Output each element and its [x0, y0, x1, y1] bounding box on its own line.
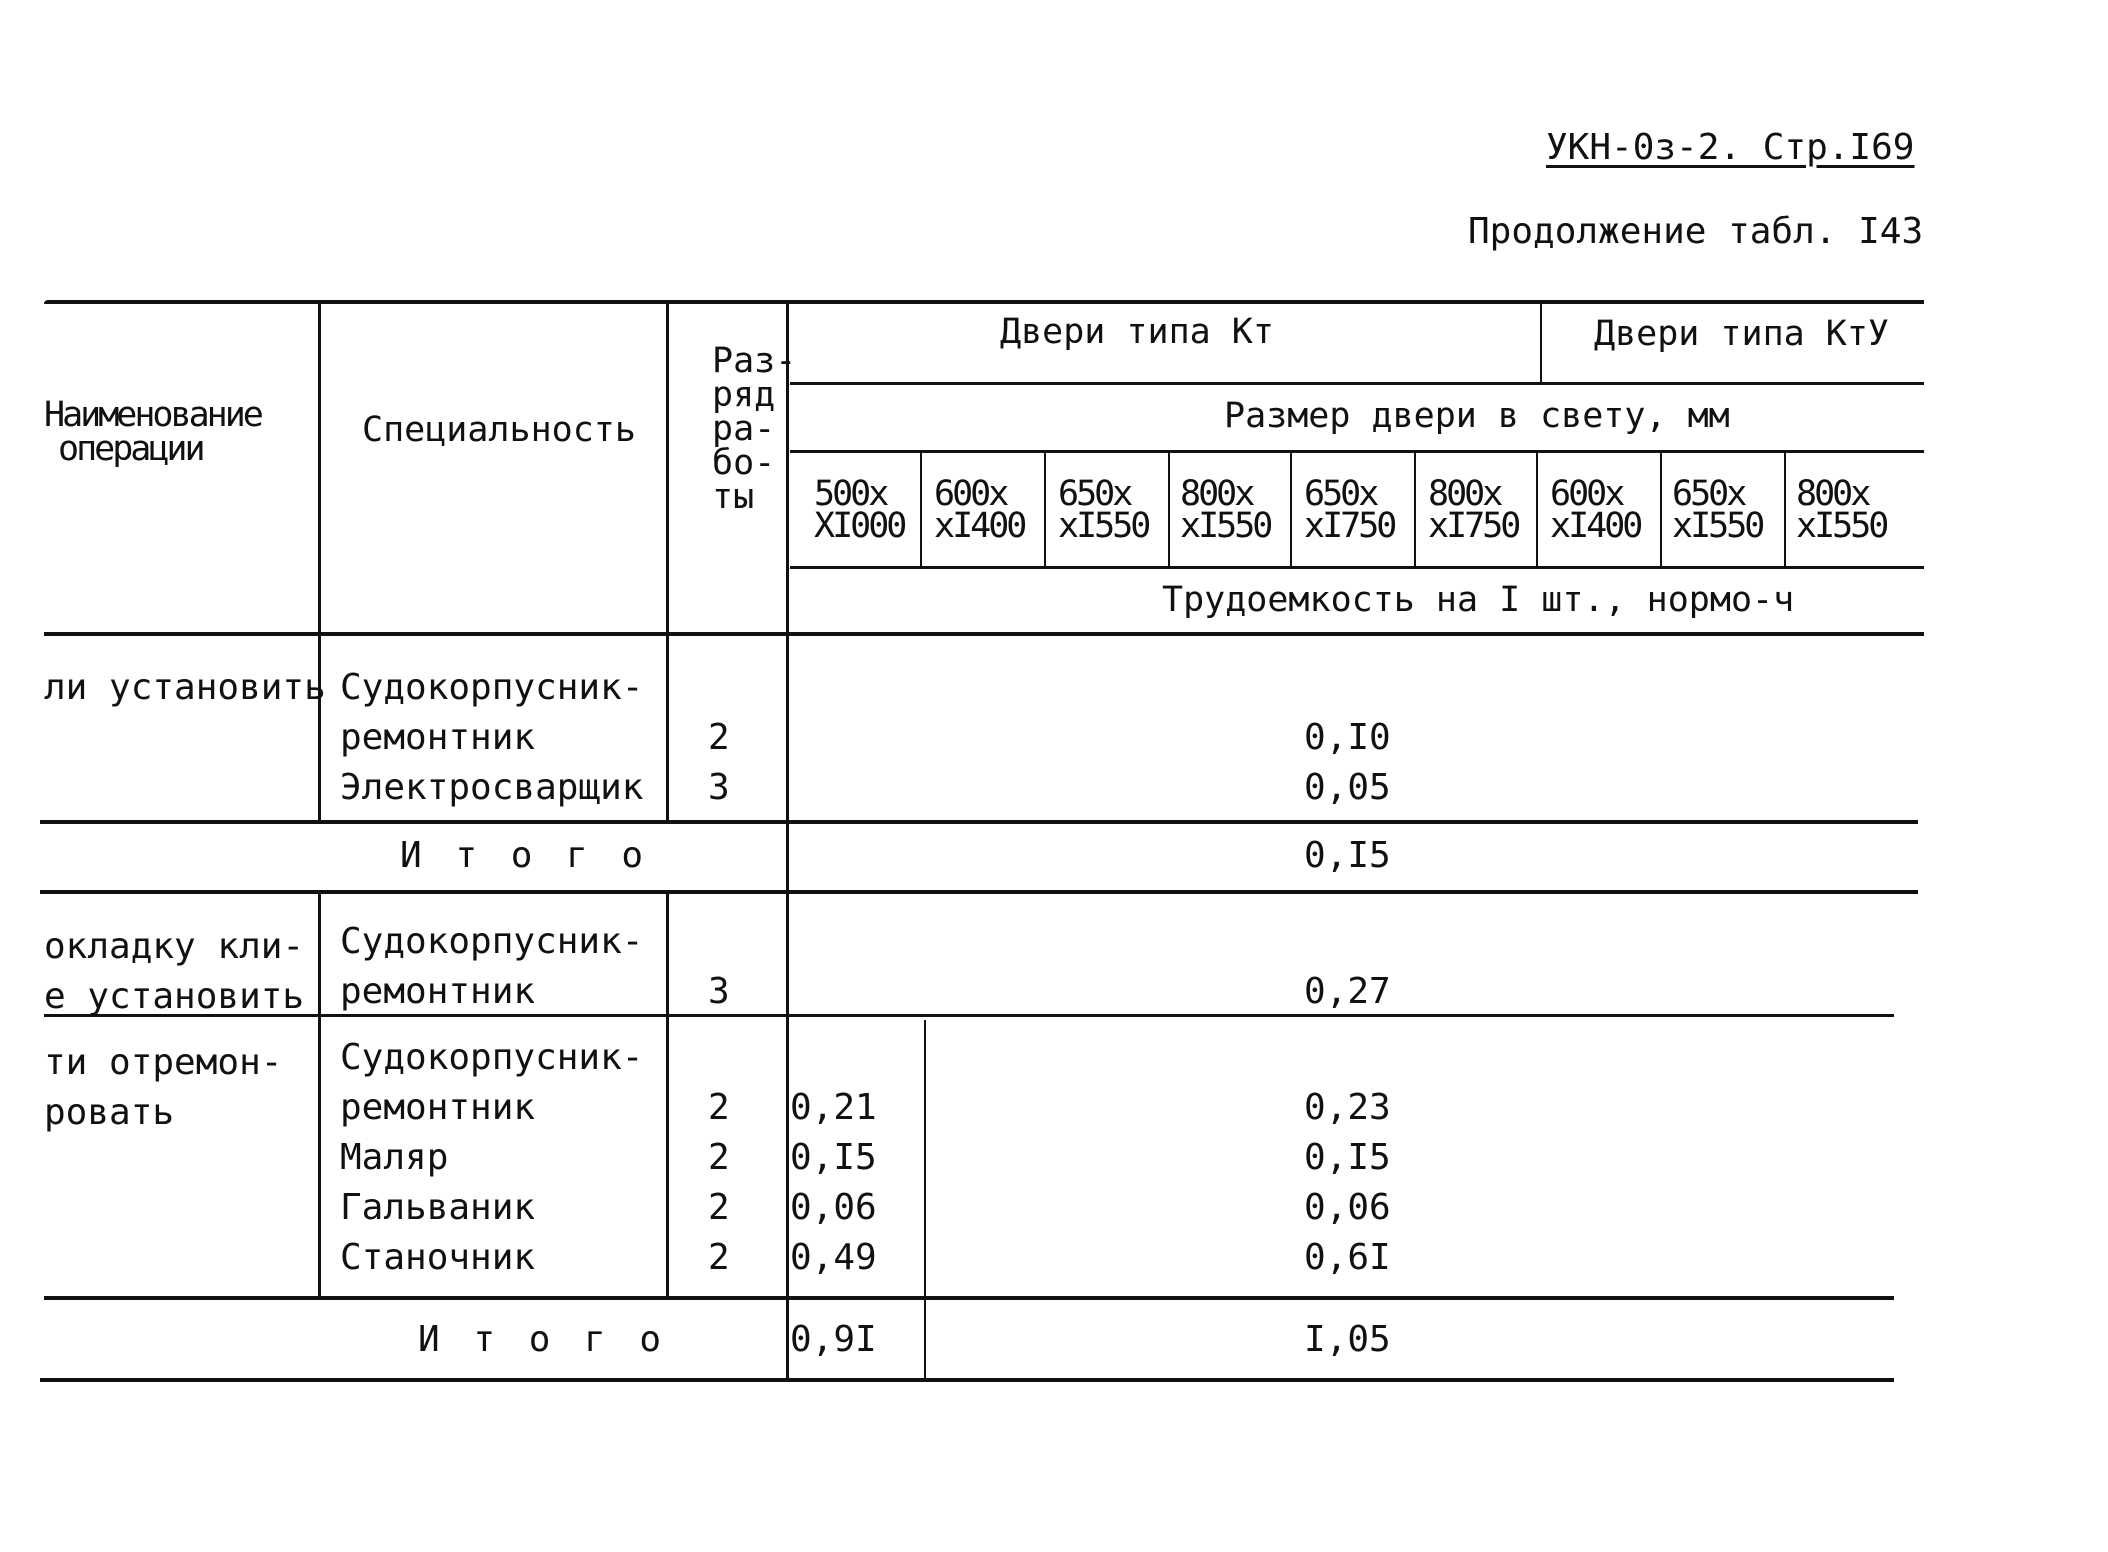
document-code: УКН-0ɜ-2. Стр.I69 [1546, 127, 1915, 168]
block3-first-2: 0,21 [790, 1087, 877, 1128]
size-7-line2: хI400 [1550, 506, 1641, 546]
block3-first-4: 0,06 [790, 1187, 877, 1228]
header-rule-groups [790, 382, 1924, 385]
header-bottom-rule [44, 632, 1924, 636]
size-label-header: Размер двери в свету, мм [1224, 396, 1730, 436]
size-divider-4 [1290, 452, 1292, 566]
total1-value: 0,I5 [1304, 835, 1391, 876]
size-header-8 [1672, 474, 1763, 546]
col-divider-operation [318, 302, 321, 822]
specialty-header: Специальность [362, 410, 636, 450]
block3-first-3: 0,I5 [790, 1137, 877, 1178]
size-6-line2: хI750 [1428, 506, 1519, 546]
size-5-line2: хI750 [1304, 506, 1395, 546]
block1-value-3: 0,05 [1304, 767, 1391, 808]
size-2-line1: 600х [934, 474, 1007, 514]
size-3-line2: хI550 [1058, 506, 1149, 546]
block3-grade-3: 2 [708, 1137, 730, 1178]
block3-first-5: 0,49 [790, 1237, 877, 1278]
size-1-line1: 500х [814, 474, 887, 514]
size-divider-8 [1784, 452, 1786, 566]
block1-value-2: 0,I0 [1304, 717, 1391, 758]
block2-specialty-1: Судокорпусник- [340, 921, 644, 962]
size-divider-6 [1536, 452, 1538, 566]
size-header-9 [1796, 474, 1887, 546]
block2-grade-2: 3 [708, 971, 730, 1012]
grade-header-line4: бо- [712, 443, 776, 483]
total1-label: И т о г о [400, 835, 650, 876]
block3-grade-4: 2 [708, 1187, 730, 1228]
block3-specialty-3: Маляр [340, 1137, 449, 1178]
col-divider-specialty [666, 302, 669, 822]
total2-first: 0,9I [790, 1319, 877, 1360]
size-7-line1: 600х [1550, 474, 1623, 514]
size-2-line2: хI400 [934, 506, 1025, 546]
block1-grade-3: 3 [708, 767, 730, 808]
table-top-rule [44, 300, 1924, 304]
header-rule-labor [790, 566, 1924, 569]
block2-specialty-2: ремонтник [340, 971, 536, 1012]
size-5-line1: 650х [1304, 474, 1377, 514]
grade-header-line1: Раз- [712, 341, 797, 381]
size-4-line1: 800х [1180, 474, 1253, 514]
size-header-3 [1058, 474, 1149, 546]
block2-value-2: 0,27 [1304, 971, 1391, 1012]
block2-operation-line1: окладку кли- [44, 926, 305, 967]
block3-value-5: 0,6I [1304, 1237, 1391, 1278]
col-divider-operation-b2 [318, 892, 321, 1298]
block1-operation: ли установить [44, 667, 326, 708]
block1-bottom-rule [40, 820, 1918, 824]
total2-value: I,05 [1304, 1319, 1391, 1360]
labor-header: Трудоемкость на I шт., нормо-ч [1162, 580, 1795, 620]
block3-operation-line2: ровать [44, 1092, 175, 1133]
block2-operation [44, 922, 304, 1022]
block3-specialty-2: ремонтник [340, 1087, 536, 1128]
size-header-7 [1550, 474, 1641, 546]
size-9-line2: хI550 [1796, 506, 1887, 546]
table-bottom-rule [40, 1378, 1894, 1382]
block3-value-2: 0,23 [1304, 1087, 1391, 1128]
block1-grade-2: 2 [708, 717, 730, 758]
size-8-line1: 650х [1672, 474, 1745, 514]
block3-operation-line1: ти отремон- [44, 1042, 283, 1083]
block3-specialty-5: Станочник [340, 1237, 536, 1278]
operation-header-line2: операции [58, 429, 203, 469]
operation-header [44, 395, 261, 469]
size-header-5 [1304, 474, 1395, 546]
size-9-line1: 800х [1796, 474, 1869, 514]
size-4-line2: хI550 [1180, 506, 1271, 546]
group-kt-header: Двери типа Кт [1000, 312, 1274, 352]
group-ktu-header: Двери типа КтУ [1594, 314, 1890, 354]
header-rule-sizes [790, 450, 1924, 453]
block1-specialty-3: Электросварщик [340, 767, 644, 808]
block3-value-3: 0,I5 [1304, 1137, 1391, 1178]
size-3-line1: 650х [1058, 474, 1131, 514]
size-header-6 [1428, 474, 1519, 546]
total1-bottom-rule [40, 890, 1918, 894]
grade-header-line3: ра- [712, 409, 776, 449]
block3-value-4: 0,06 [1304, 1187, 1391, 1228]
block1-specialty-2: ремонтник [340, 717, 536, 758]
first-size-divider-block3 [924, 1020, 926, 1380]
block2-operation-line2: е установить [44, 976, 305, 1017]
col-divider-specialty-b2 [666, 892, 669, 1298]
block3-specialty-4: Гальваник [340, 1187, 536, 1228]
size-1-line2: XI000 [814, 506, 905, 546]
grade-header-line2: ряд [712, 375, 776, 415]
block1-specialty-1: Судокорпусник- [340, 667, 644, 708]
operation-header-line1: Наименование [44, 395, 261, 435]
size-6-line1: 800х [1428, 474, 1501, 514]
total2-label: И т о г о [418, 1319, 668, 1360]
size-header-1 [814, 474, 905, 546]
size-divider-1 [920, 452, 922, 566]
size-8-line2: хI550 [1672, 506, 1763, 546]
size-divider-2 [1044, 452, 1046, 566]
grade-header-line5: ты [712, 477, 755, 517]
table-caption: Продолжение табл. I43 [1468, 211, 1924, 252]
size-divider-5 [1414, 452, 1416, 566]
block3-grade-5: 2 [708, 1237, 730, 1278]
size-header-4 [1180, 474, 1271, 546]
block3-grade-2: 2 [708, 1087, 730, 1128]
size-divider-3 [1168, 452, 1170, 566]
size-header-2 [934, 474, 1025, 546]
size-divider-7 [1660, 452, 1662, 566]
col-divider-groups [1540, 302, 1542, 382]
block3-bottom-rule [44, 1296, 1894, 1300]
block3-specialty-1: Судокорпусник- [340, 1037, 644, 1078]
block3-operation [44, 1038, 282, 1138]
block2-bottom-rule [44, 1014, 1894, 1017]
grade-header [712, 341, 797, 517]
